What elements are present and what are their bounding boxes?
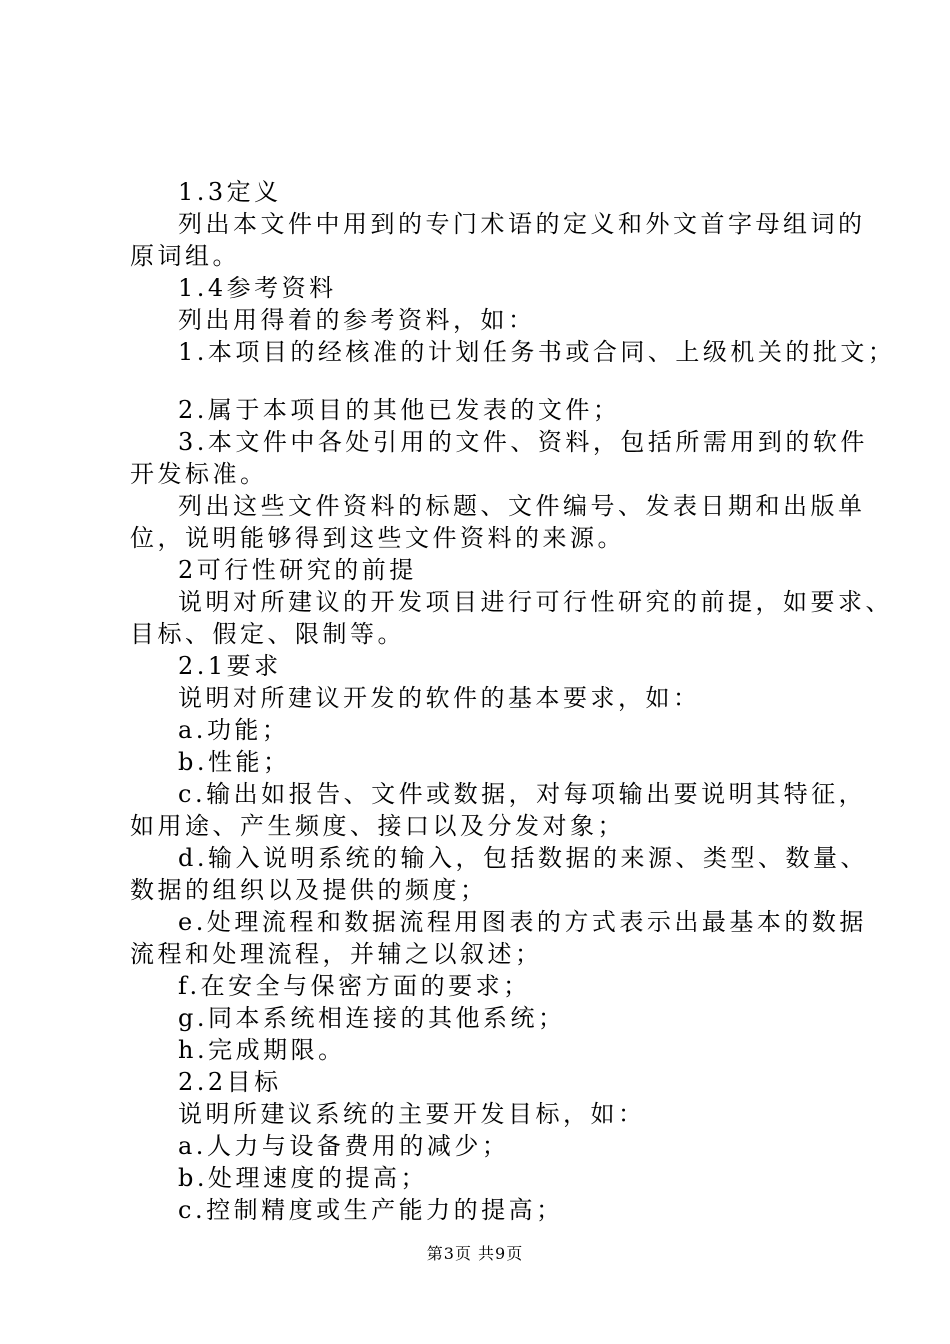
text-line: 2.属于本项目的其他已发表的文件；: [178, 396, 621, 424]
text-line: 2.1要求: [178, 652, 282, 680]
text-line: 1.4参考资料: [178, 274, 337, 302]
text-line: 说明对所建议开发的软件的基本要求，如：: [178, 684, 701, 712]
text-line: 1.本项目的经核准的计划任务书或合同、上级机关的批文；: [178, 338, 896, 366]
text-line: b.处理速度的提高；: [178, 1164, 428, 1192]
text-line: 3.本文件中各处引用的文件、资料，包括所需用到的软件: [178, 428, 868, 456]
text-line: 如用途、产生频度、接口以及分发对象；: [130, 812, 625, 840]
text-line: a.功能；: [178, 716, 290, 744]
text-line: 开发标准。: [130, 460, 268, 488]
text-line: 2可行性研究的前提: [178, 556, 417, 584]
text-line: c.控制精度或生产能力的提高；: [178, 1196, 564, 1224]
text-line: 说明所建议系统的主要开发目标，如：: [178, 1100, 646, 1128]
document-body: [130, 176, 896, 1226]
text-line: 说明对所建议的开发项目进行可行性研究的前提，如要求、: [178, 588, 893, 616]
text-line: 原词组。: [130, 242, 240, 270]
text-line: c.输出如报告、文件或数据，对每项输出要说明其特征，: [178, 780, 867, 808]
text-line: 数据的组织以及提供的频度；: [130, 876, 488, 904]
text-line: 位，说明能够得到这些文件资料的来源。: [130, 524, 625, 552]
text-line: 目标、假定、限制等。: [130, 620, 405, 648]
text-line: 列出用得着的参考资料，如：: [178, 306, 536, 334]
text-line: f.在安全与保密方面的要求；: [178, 972, 531, 1000]
text-line: b.性能；: [178, 748, 291, 776]
text-line: 流程和处理流程，并辅之以叙述；: [130, 940, 543, 968]
text-line: 2.2目标: [178, 1068, 282, 1096]
text-line: g.同本系统相连接的其他系统；: [178, 1004, 566, 1032]
text-line: 列出本文件中用到的专门术语的定义和外文首字母组词的: [178, 210, 866, 238]
page-footer: 第3页 共9页: [426, 1244, 524, 1263]
text-line: 列出这些文件资料的标题、文件编号、发表日期和出版单: [178, 492, 866, 520]
text-line: d.输入说明系统的输入，包括数据的来源、类型、数量、: [178, 844, 868, 872]
text-line: a.人力与设备费用的减少；: [178, 1132, 510, 1160]
text-line: h.完成期限。: [178, 1036, 346, 1064]
text-line: e.处理流程和数据流程用图表的方式表示出最基本的数据: [178, 908, 867, 936]
text-line: 1.3定义: [178, 178, 282, 206]
blank-line: [130, 368, 850, 394]
